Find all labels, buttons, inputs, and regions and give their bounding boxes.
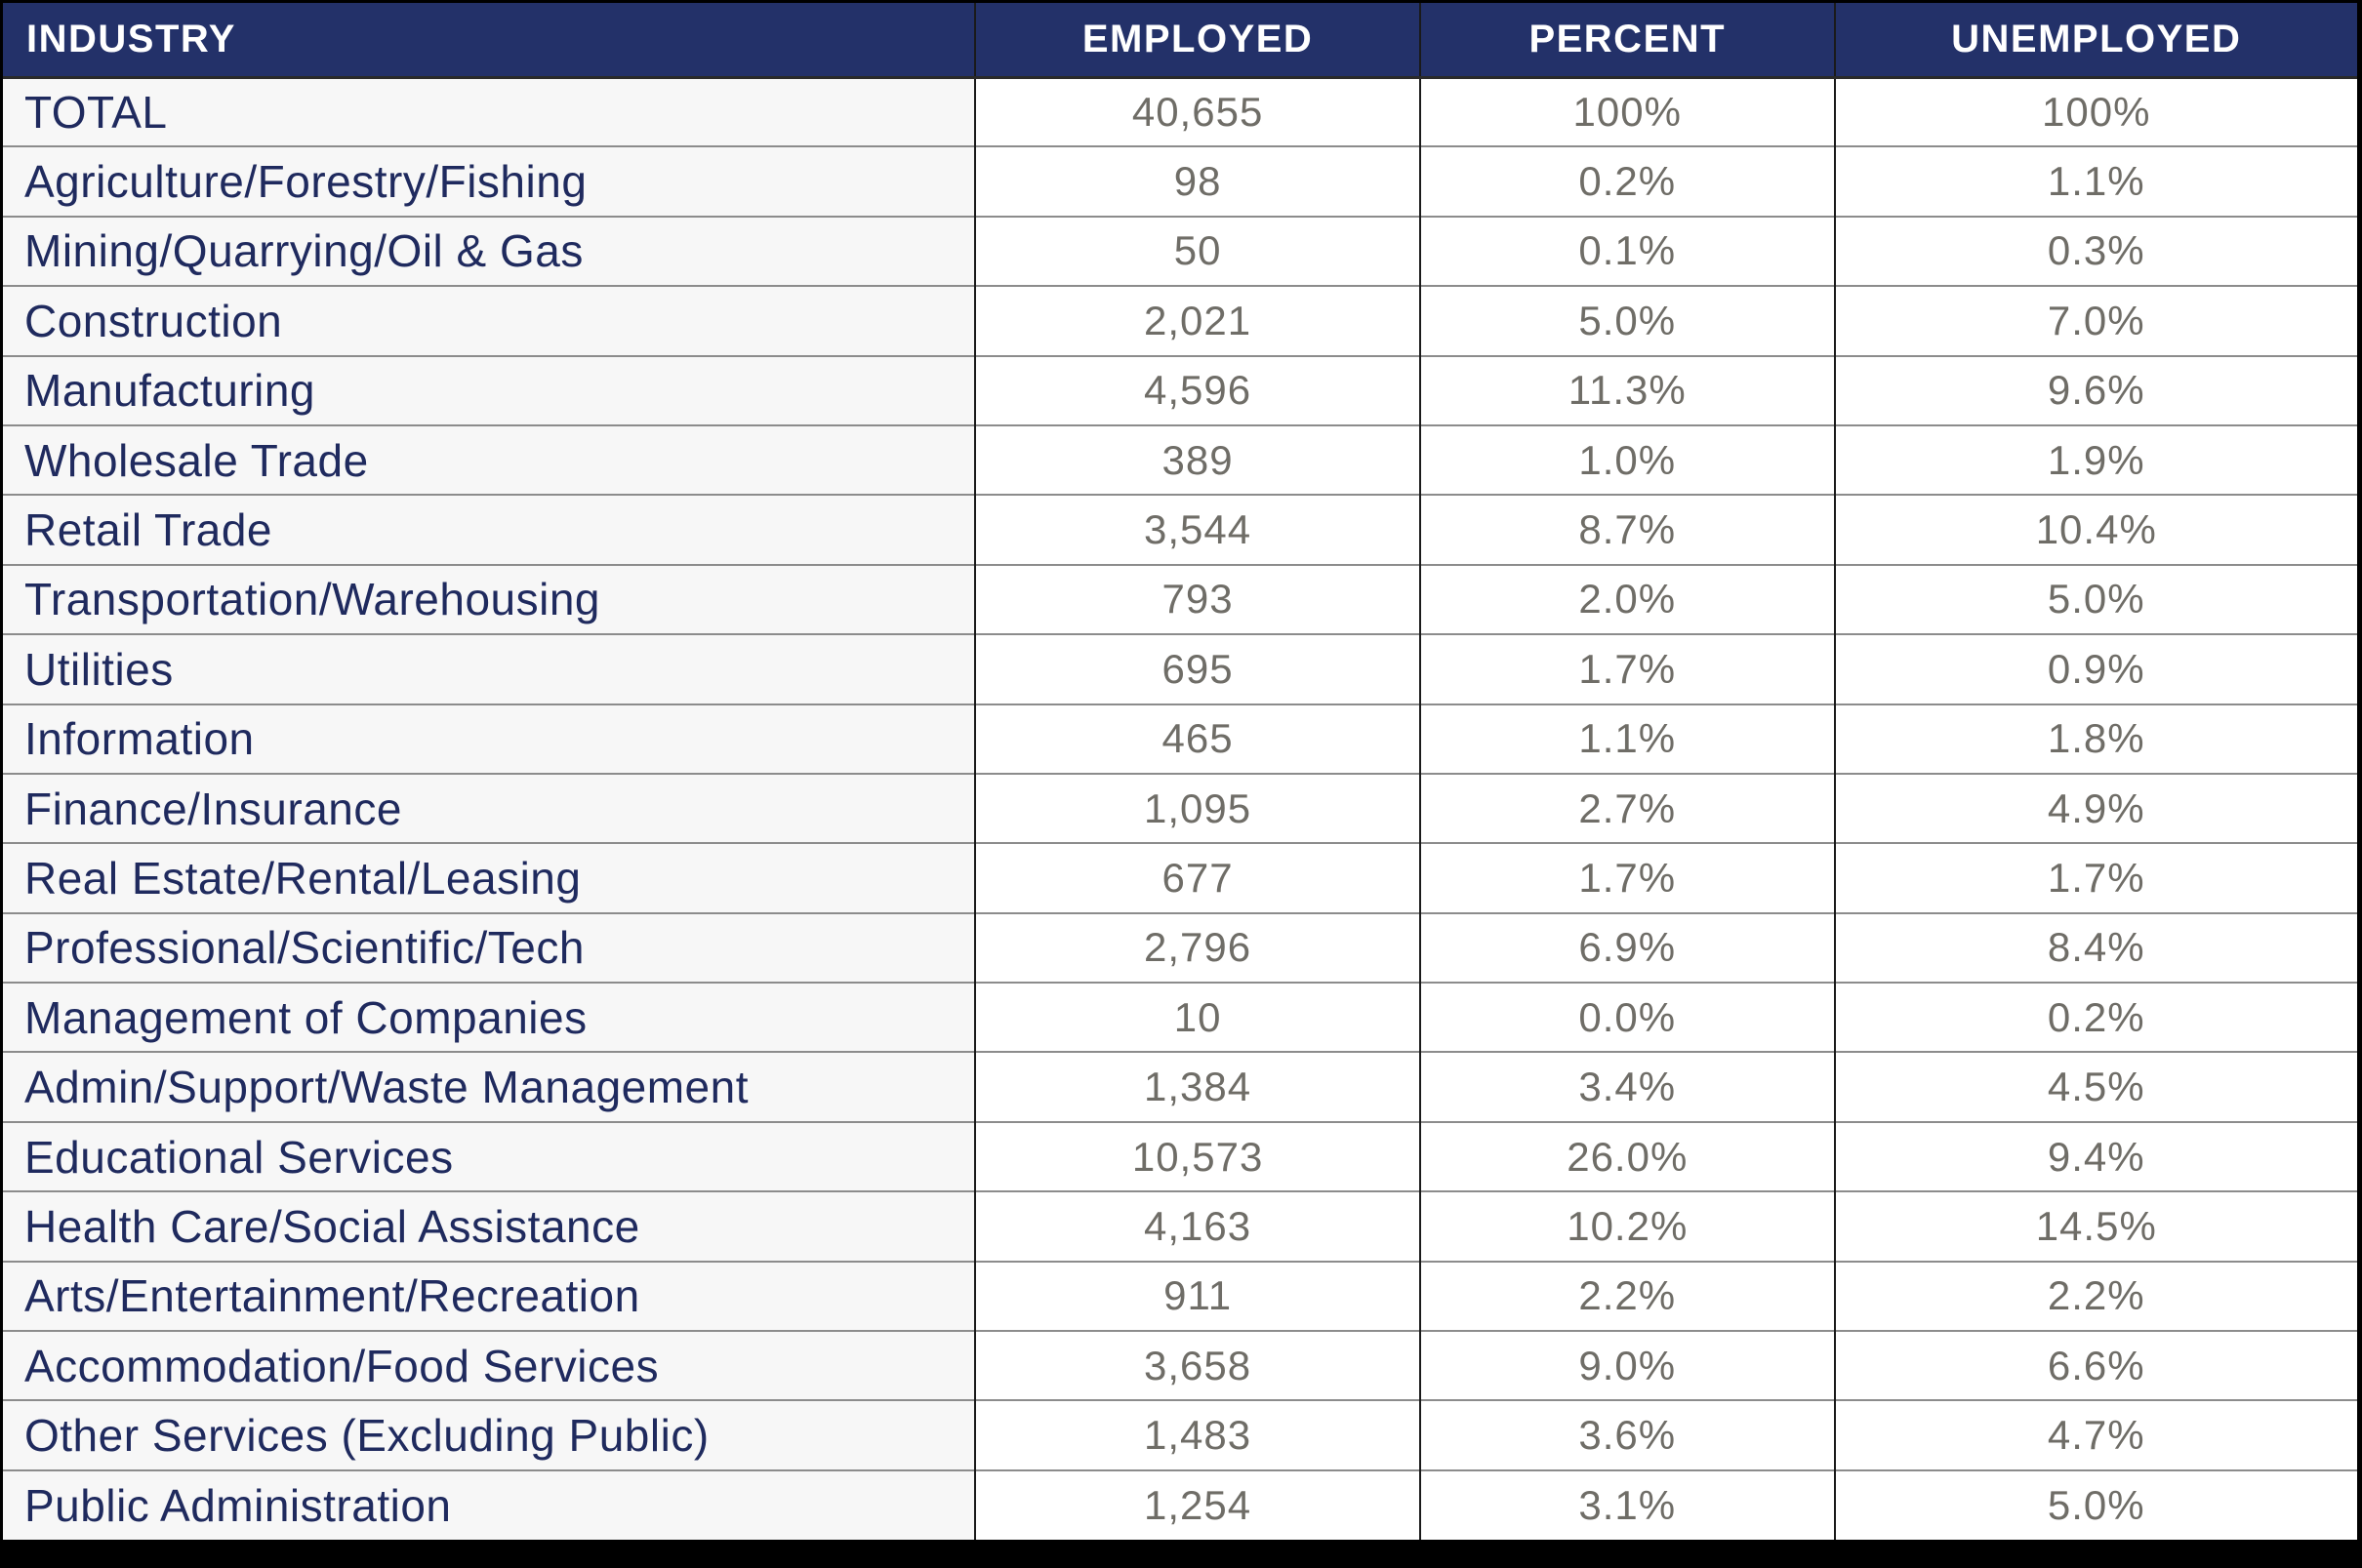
industry-cell: Construction xyxy=(3,286,975,355)
table-row xyxy=(3,1262,2357,1331)
percent-cell: 9.0% xyxy=(1420,1331,1835,1400)
industry-cell: Educational Services xyxy=(3,1122,975,1191)
unemployed-cell: 1.1% xyxy=(1835,146,2357,216)
industry-employment-table xyxy=(3,3,2357,1540)
industry-cell: Transportation/Warehousing xyxy=(3,565,975,634)
percent-cell: 5.0% xyxy=(1420,286,1835,355)
industry-cell: Public Administration xyxy=(3,1470,975,1540)
table-row xyxy=(3,146,2357,216)
percent-cell: 10.2% xyxy=(1420,1191,1835,1261)
employed-cell: 1,384 xyxy=(975,1052,1420,1121)
table-row xyxy=(3,356,2357,425)
table-row xyxy=(3,77,2357,146)
employed-cell: 465 xyxy=(975,704,1420,774)
unemployed-cell: 7.0% xyxy=(1835,286,2357,355)
industry-cell: TOTAL xyxy=(3,77,975,146)
percent-cell: 0.1% xyxy=(1420,217,1835,286)
table-row xyxy=(3,217,2357,286)
employed-cell: 1,095 xyxy=(975,774,1420,843)
industry-cell: Manufacturing xyxy=(3,356,975,425)
employed-cell: 3,658 xyxy=(975,1331,1420,1400)
percent-cell: 26.0% xyxy=(1420,1122,1835,1191)
percent-cell: 0.2% xyxy=(1420,146,1835,216)
employed-cell: 793 xyxy=(975,565,1420,634)
industry-cell: Accommodation/Food Services xyxy=(3,1331,975,1400)
employed-cell: 695 xyxy=(975,634,1420,704)
percent-cell: 3.6% xyxy=(1420,1400,1835,1469)
table-row xyxy=(3,1191,2357,1261)
employed-cell: 389 xyxy=(975,425,1420,495)
employed-cell: 4,163 xyxy=(975,1191,1420,1261)
industry-cell: Other Services (Excluding Public) xyxy=(3,1400,975,1469)
unemployed-cell: 1.7% xyxy=(1835,843,2357,912)
table-row xyxy=(3,634,2357,704)
percent-cell: 6.9% xyxy=(1420,913,1835,983)
employed-cell: 10 xyxy=(975,983,1420,1052)
table-row xyxy=(3,1052,2357,1121)
percent-cell: 11.3% xyxy=(1420,356,1835,425)
unemployed-cell: 1.9% xyxy=(1835,425,2357,495)
employed-cell: 4,596 xyxy=(975,356,1420,425)
table-row xyxy=(3,1331,2357,1400)
percent-cell: 3.1% xyxy=(1420,1470,1835,1540)
unemployed-cell: 4.9% xyxy=(1835,774,2357,843)
industry-cell: Finance/Insurance xyxy=(3,774,975,843)
table-row xyxy=(3,286,2357,355)
industry-cell: Real Estate/Rental/Leasing xyxy=(3,843,975,912)
employed-cell: 2,796 xyxy=(975,913,1420,983)
percent-cell: 1.7% xyxy=(1420,634,1835,704)
unemployed-cell: 9.4% xyxy=(1835,1122,2357,1191)
unemployed-cell: 9.6% xyxy=(1835,356,2357,425)
employed-cell: 3,544 xyxy=(975,495,1420,564)
unemployed-cell: 0.2% xyxy=(1835,983,2357,1052)
table-row xyxy=(3,983,2357,1052)
table-row xyxy=(3,774,2357,843)
unemployed-cell: 4.5% xyxy=(1835,1052,2357,1121)
employed-cell: 10,573 xyxy=(975,1122,1420,1191)
employed-cell: 2,021 xyxy=(975,286,1420,355)
unemployed-cell: 2.2% xyxy=(1835,1262,2357,1331)
percent-cell: 8.7% xyxy=(1420,495,1835,564)
percent-cell: 2.2% xyxy=(1420,1262,1835,1331)
industry-cell: Agriculture/Forestry/Fishing xyxy=(3,146,975,216)
percent-cell: 1.1% xyxy=(1420,704,1835,774)
table-body xyxy=(3,77,2357,1540)
percent-cell: 2.0% xyxy=(1420,565,1835,634)
industry-cell: Arts/Entertainment/Recreation xyxy=(3,1262,975,1331)
table-row xyxy=(3,1122,2357,1191)
unemployed-cell: 4.7% xyxy=(1835,1400,2357,1469)
percent-cell: 2.7% xyxy=(1420,774,1835,843)
employed-cell: 40,655 xyxy=(975,77,1420,146)
column-header-percent: PERCENT xyxy=(1420,3,1835,77)
percent-cell: 100% xyxy=(1420,77,1835,146)
table-row xyxy=(3,1470,2357,1540)
employed-cell: 911 xyxy=(975,1262,1420,1331)
employed-cell: 98 xyxy=(975,146,1420,216)
unemployed-cell: 100% xyxy=(1835,77,2357,146)
percent-cell: 1.7% xyxy=(1420,843,1835,912)
unemployed-cell: 1.8% xyxy=(1835,704,2357,774)
unemployed-cell: 6.6% xyxy=(1835,1331,2357,1400)
employed-cell: 677 xyxy=(975,843,1420,912)
table-row xyxy=(3,495,2357,564)
unemployed-cell: 0.9% xyxy=(1835,634,2357,704)
unemployed-cell: 5.0% xyxy=(1835,1470,2357,1540)
column-header-unemployed: UNEMPLOYED xyxy=(1835,3,2357,77)
unemployed-cell: 14.5% xyxy=(1835,1191,2357,1261)
table-row xyxy=(3,913,2357,983)
percent-cell: 0.0% xyxy=(1420,983,1835,1052)
unemployed-cell: 0.3% xyxy=(1835,217,2357,286)
industry-cell: Professional/Scientific/Tech xyxy=(3,913,975,983)
column-header-industry: INDUSTRY xyxy=(3,3,975,77)
industry-cell: Utilities xyxy=(3,634,975,704)
table-row xyxy=(3,425,2357,495)
employed-cell: 1,254 xyxy=(975,1470,1420,1540)
table-row xyxy=(3,565,2357,634)
industry-cell: Retail Trade xyxy=(3,495,975,564)
header-row xyxy=(3,3,2357,77)
industry-cell: Health Care/Social Assistance xyxy=(3,1191,975,1261)
percent-cell: 1.0% xyxy=(1420,425,1835,495)
table-row xyxy=(3,843,2357,912)
table-header xyxy=(3,3,2357,77)
unemployed-cell: 5.0% xyxy=(1835,565,2357,634)
unemployed-cell: 8.4% xyxy=(1835,913,2357,983)
employed-cell: 50 xyxy=(975,217,1420,286)
table-row xyxy=(3,1400,2357,1469)
table-row xyxy=(3,704,2357,774)
unemployed-cell: 10.4% xyxy=(1835,495,2357,564)
industry-cell: Management of Companies xyxy=(3,983,975,1052)
industry-cell: Mining/Quarrying/Oil & Gas xyxy=(3,217,975,286)
industry-cell: Information xyxy=(3,704,975,774)
industry-cell: Wholesale Trade xyxy=(3,425,975,495)
column-header-employed: EMPLOYED xyxy=(975,3,1420,77)
industry-cell: Admin/Support/Waste Management xyxy=(3,1052,975,1121)
percent-cell: 3.4% xyxy=(1420,1052,1835,1121)
employed-cell: 1,483 xyxy=(975,1400,1420,1469)
